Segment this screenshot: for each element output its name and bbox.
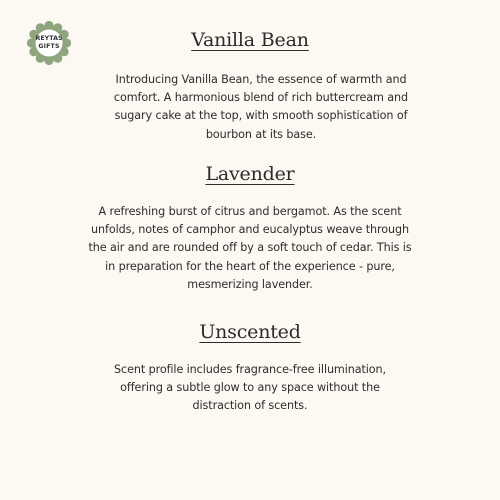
section-description: Introducing Vanilla Bean, the essence of warmth and comfort. A harmonious blend of rich buttercream and sugary cake at the top, with smooth sophistication of bourbon at its base. — [113, 73, 409, 141]
section-description: Scent profile includes fragrance-free illumination, offering a subtle glow to any space without the distraction of scents. — [114, 363, 386, 413]
section-title: Lavender — [205, 163, 295, 185]
section-unscented — [0, 320, 500, 416]
logo-text-line1: REYTAS — [35, 35, 63, 42]
logo-text-line2: GIFTS — [38, 43, 60, 50]
section-lavender — [0, 162, 500, 294]
section-title: Unscented — [199, 321, 301, 343]
section-vanilla-bean — [0, 28, 500, 144]
section-title: Vanilla Bean — [191, 29, 309, 51]
section-description: A refreshing burst of citrus and bergamot. As the scent unfolds, notes of camphor and eucalyptus weave through the air and are rounded off by a soft touch of cedar. This is in preparation for the heart of the experience - pure, mesmerizing lavender. — [88, 205, 412, 291]
